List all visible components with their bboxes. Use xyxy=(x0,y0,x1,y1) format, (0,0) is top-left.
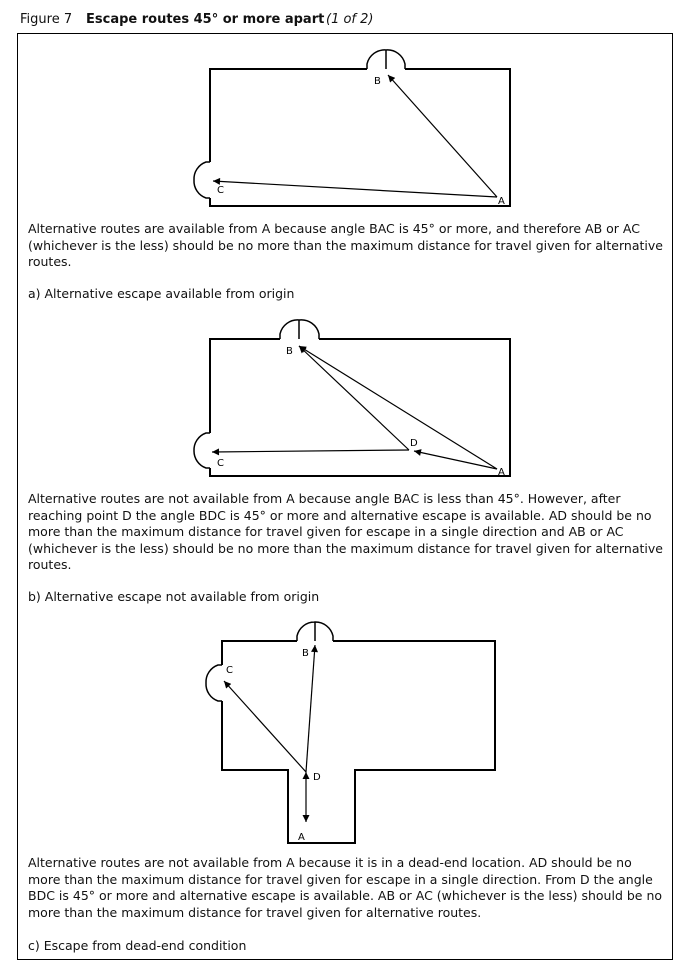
label-d-c: D xyxy=(313,772,321,783)
figure-title: Escape routes 45° or more apart xyxy=(86,12,325,27)
label-c-a: C xyxy=(217,185,224,196)
label-b-b: B xyxy=(286,346,293,357)
route-db-c xyxy=(306,645,315,772)
label-c-b: C xyxy=(217,458,224,469)
room-outline-c xyxy=(222,641,495,843)
room-outline-a xyxy=(210,69,510,206)
diagram-c xyxy=(206,622,495,843)
label-a-a: A xyxy=(498,196,505,207)
label-a-b: A xyxy=(498,467,505,478)
caption-c: c) Escape from dead-end condition xyxy=(28,938,247,953)
door-c-a xyxy=(194,162,210,198)
description-b: Alternative routes are not available from A because angle BAC is less than 45°. However, after reaching point D the angle BDC is 45° or more and alternative escape is available. AD should be no more than the maximum distance for travel given for escape in a single direction and AB or AC (whichever is the less) should be no more than the maximum distance for travel given for alternative routes. xyxy=(28,491,663,572)
caption-a: a) Alternative escape available from origin xyxy=(28,286,295,301)
diagram-b xyxy=(194,320,510,476)
description-c: Alternative routes are not available from A because it is in a dead-end location. AD should be no more than the maximum distance for travel given for escape in a single direction. From D the angle BDC is 45° or more and alternative escape is available. AB or AC (whichever is the less) should be no more than the maximum distance for travel given for alternative routes. xyxy=(28,855,663,920)
label-b-a: B xyxy=(374,76,381,87)
door-c-b xyxy=(194,433,210,468)
label-c-c: C xyxy=(226,665,233,676)
route-ac-a xyxy=(213,181,497,197)
route-db-b xyxy=(299,346,409,450)
door-c-c xyxy=(206,665,222,701)
door-b-b xyxy=(280,320,319,339)
diagram-a xyxy=(194,50,510,206)
caption-b: b) Alternative escape not available from origin xyxy=(28,589,320,604)
route-dc-b xyxy=(212,450,409,452)
label-d-b: D xyxy=(410,438,418,449)
route-ad-b xyxy=(414,451,497,469)
door-b-c xyxy=(297,622,333,641)
figure-part: (1 of 2) xyxy=(326,12,374,27)
door-b-a xyxy=(367,50,405,69)
route-dc-c xyxy=(224,681,306,772)
room-outline-b xyxy=(210,339,510,476)
label-a-c: A xyxy=(298,832,305,843)
figure-number: Figure 7 xyxy=(20,12,73,27)
label-b-c: B xyxy=(302,648,309,659)
description-a: Alternative routes are available from A because angle BAC is 45° or more, and therefore AB or AC (whichever is the less) should be no more than the maximum distance for travel given for alternative routes. xyxy=(28,221,663,269)
route-ab-a xyxy=(388,75,497,197)
